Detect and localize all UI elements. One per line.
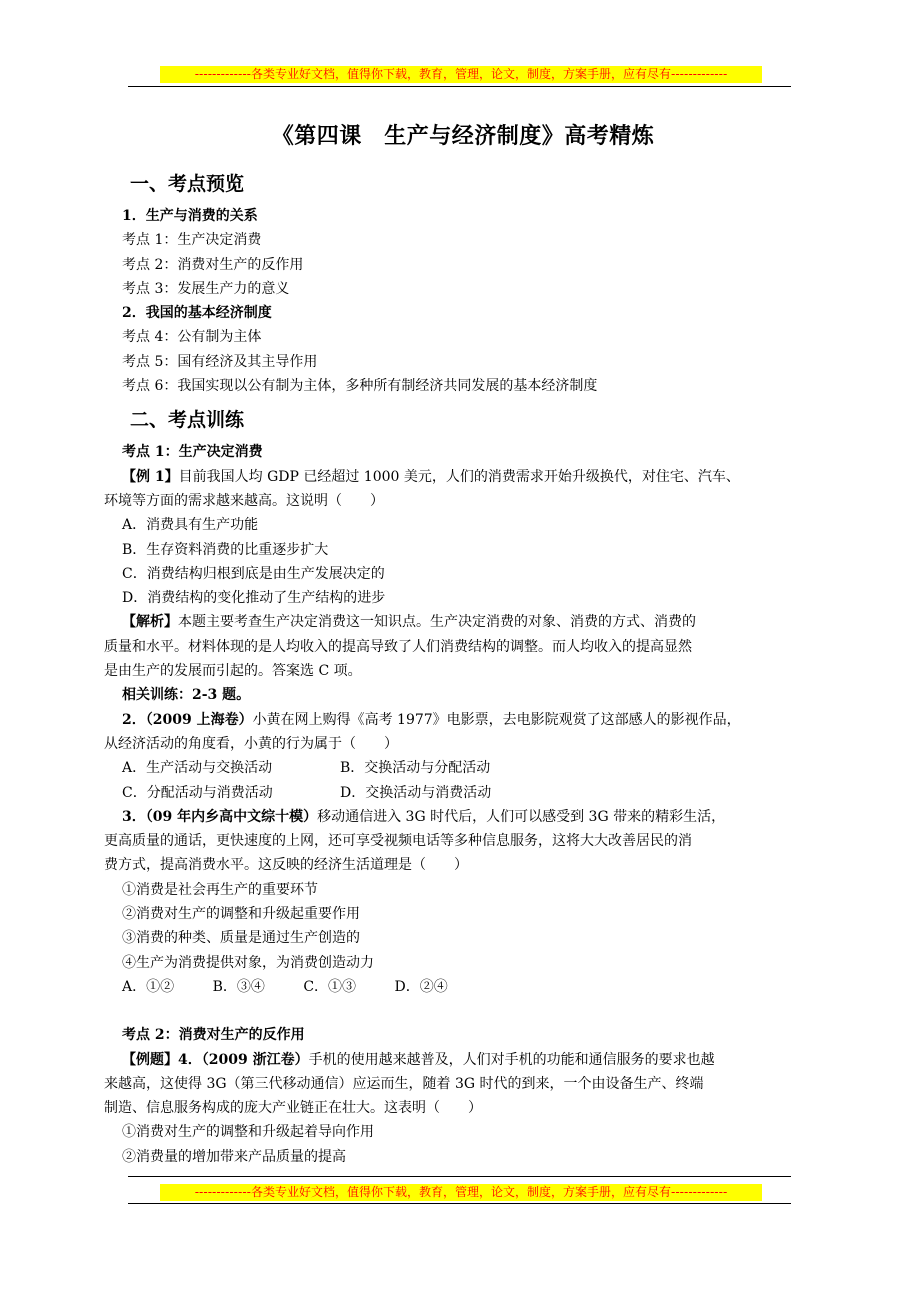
footer-banner: -------------各类专业好文档，值得你下载，教育，管理，论文，制度，方案手册，应有尽有------------- bbox=[160, 1184, 762, 1201]
section-heading-1: 一、考点预览 bbox=[130, 173, 245, 195]
related-training: 相关训练：2-3 题。 bbox=[122, 687, 251, 704]
analysis-tag: 【解析】 bbox=[122, 614, 178, 631]
option: D．②④ bbox=[394, 978, 448, 995]
q2-options-row2 bbox=[104, 781, 804, 805]
point-item: 考点 2：消费对生产的反作用 bbox=[122, 256, 304, 273]
kp2-title: 考点 2：消费对生产的反作用 bbox=[122, 1027, 305, 1044]
analysis-line2: 质量和水平。材料体现的是人均收入的提高导致了人们消费结构的调整。而人均收入的提高显然 bbox=[104, 638, 692, 655]
statement-item: ①消费对生产的调整和升级起着导向作用 bbox=[122, 1124, 374, 1141]
group-title-2: 2．我国的基本经济制度 bbox=[122, 305, 272, 322]
footer-rule bbox=[128, 1203, 791, 1204]
q4-line1 bbox=[104, 1048, 804, 1072]
example1-tag: 【例 1】 bbox=[122, 468, 179, 485]
header-banner: -------------各类专业好文档，值得你下载，教育，管理，论文，制度，方案手册，应有尽有------------- bbox=[160, 66, 762, 83]
example1-line2: 环境等方面的需求越来越高。这说明（ ） bbox=[104, 492, 384, 509]
spacer bbox=[104, 999, 804, 1023]
point-item: 考点 3：发展生产力的意义 bbox=[122, 280, 290, 297]
example1-text1: 目前我国人均 GDP 已经超过 1000 美元，人们的消费需求开始升级换代，对住宅、汽车、 bbox=[178, 468, 740, 485]
kp1-title: 考点 1：生产决定消费 bbox=[122, 444, 263, 461]
example1-line1 bbox=[104, 465, 804, 489]
option: C．分配活动与消费活动 bbox=[122, 784, 273, 801]
q2-options-row1 bbox=[104, 756, 804, 780]
option: B．③④ bbox=[212, 978, 265, 995]
q4-text1: 手机的使用越来越普及，人们对手机的功能和通信服务的要求也越 bbox=[308, 1051, 715, 1068]
q4-tag: 【例题】4．（2009 浙江卷） bbox=[122, 1051, 309, 1068]
analysis-line1 bbox=[104, 610, 804, 634]
q2-line2: 从经济活动的角度看，小黄的行为属于（ ） bbox=[104, 735, 398, 752]
option: A．生产活动与交换活动 bbox=[122, 760, 273, 777]
section-heading-2: 二、考点训练 bbox=[130, 409, 245, 432]
footer-rule-top bbox=[128, 1176, 791, 1177]
statement-item: ②消费对生产的调整和升级起重要作用 bbox=[122, 906, 360, 923]
point-item: 考点 4：公有制为主体 bbox=[122, 329, 262, 346]
statement-item: ②消费量的增加带来产品质量的提高 bbox=[122, 1148, 346, 1165]
analysis-line3: 是由生产的发展而引起的。答案选 C 项。 bbox=[104, 663, 362, 680]
q3-line2: 更高质量的通话，更快速度的上网，还可享受视频电话等多种信息服务，这将大大改善居民的消 bbox=[104, 833, 692, 850]
q4-line3: 制造、信息服务构成的庞大产业链正在壮大。这表明（ ） bbox=[104, 1100, 482, 1117]
q3-line1 bbox=[104, 805, 804, 829]
option: B．生存资料消费的比重逐步扩大 bbox=[122, 541, 329, 558]
point-item: 考点 5：国有经济及其主导作用 bbox=[122, 353, 318, 370]
page-title: 《第四课 生产与经济制度》高考精炼 bbox=[271, 123, 655, 149]
statement-item: ①消费是社会再生产的重要环节 bbox=[122, 881, 318, 898]
option: C．①③ bbox=[303, 978, 357, 995]
option: C．消费结构归根到底是由生产发展决定的 bbox=[122, 565, 385, 582]
header-rule bbox=[128, 86, 791, 87]
option: D．消费结构的变化推动了生产结构的进步 bbox=[122, 590, 386, 607]
point-item: 考点 6：我国实现以公有制为主体，多种所有制经济共同发展的基本经济制度 bbox=[122, 378, 598, 395]
option: D．交换活动与消费活动 bbox=[340, 784, 492, 801]
q2-line1 bbox=[104, 708, 804, 732]
q3-tag: 3．（09 年内乡高中文综十模） bbox=[122, 808, 318, 825]
option: A．①② bbox=[122, 978, 175, 995]
option: B．交换活动与分配活动 bbox=[340, 760, 491, 777]
group-title-1: 1．生产与消费的关系 bbox=[122, 208, 258, 224]
q3-text1: 移动通信进入 3G 时代后，人们可以感受到 3G 带来的精彩生活， bbox=[317, 808, 726, 825]
statement-item: ④生产为消费提供对象，为消费创造动力 bbox=[122, 954, 374, 971]
option: A．消费具有生产功能 bbox=[122, 517, 259, 534]
q2-tag: 2．（2009 上海卷） bbox=[122, 711, 253, 728]
document-body bbox=[104, 120, 804, 1169]
analysis-text1: 本题主要考查生产决定消费这一知识点。生产决定消费的对象、消费的方式、消费的 bbox=[178, 614, 696, 631]
q3-line3: 费方式，提高消费水平。这反映的经济生活道理是（ ） bbox=[104, 857, 468, 874]
q3-options bbox=[104, 975, 804, 999]
statement-item: ③消费的种类、质量是通过生产创造的 bbox=[122, 930, 360, 947]
q2-text1: 小黄在网上购得《高考 1977》电影票，去电影院观赏了这部感人的影视作品， bbox=[252, 711, 741, 728]
q4-line2: 来越高，这使得 3G（第三代移动通信）应运而生，随着 3G 时代的到来，一个由设备生产、终端 bbox=[104, 1075, 704, 1092]
point-item: 考点 1：生产决定消费 bbox=[122, 232, 262, 249]
